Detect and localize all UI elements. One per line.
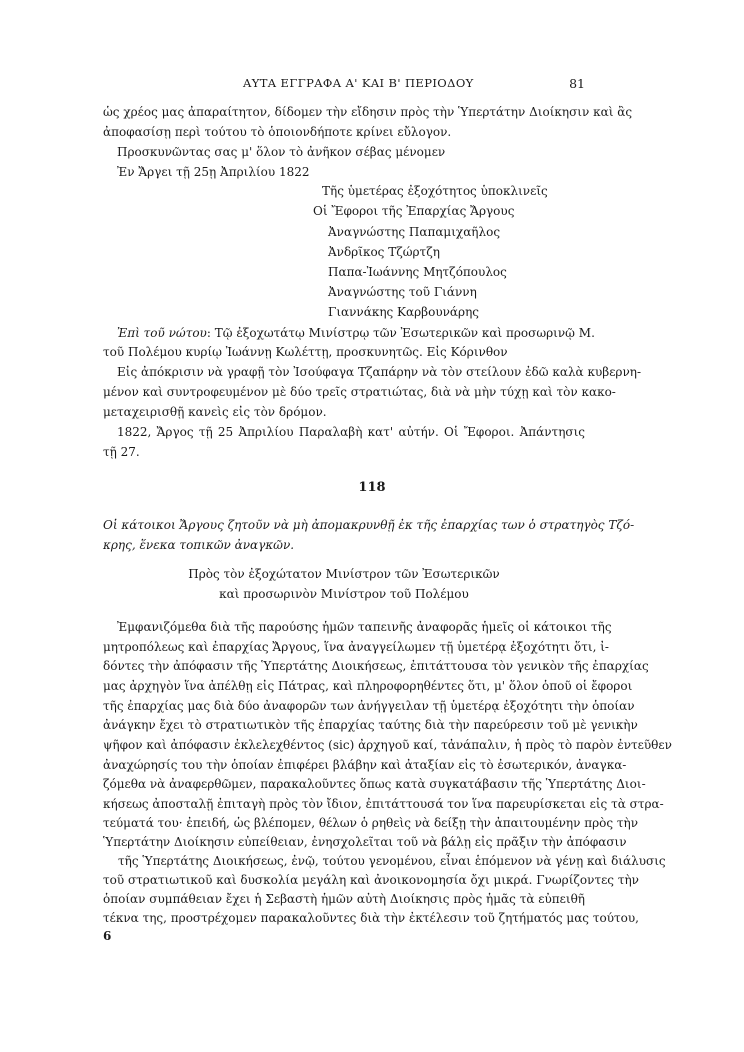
signature-folio: 6 — [103, 929, 112, 943]
body-line: τεύματά του· ἐπειδή, ὡς βλέπομεν, θέλων ὁ ρηθεὶς νὰ δείξῃ τὴν ἀπαιτουμένην πρὸς τὴν — [103, 816, 639, 830]
body-line: τοῦ στρατιωτικοῦ καὶ δυσκολία μεγάλη καὶ ἀνοικονομησία ὄχι μικρά. Γνωρίζοντες τὴν — [103, 873, 639, 887]
signature-name: Ἀναγνώστης Παπαμιχαῆλος — [328, 225, 501, 239]
body-line: τέκνα της, προστρέχομεν παρακαλοῦντες διὰ τὴν ἐκτέλεσιν τοῦ ζητήματός μας τούτου, — [103, 911, 639, 925]
body-line: ζόμεθα νὰ ἀναφερθῶμεν, παρακαλοῦντες ὅπως κατὰ συγκατάβασιν τῆς Ὑπερτάτης Διοι- — [103, 777, 646, 791]
summary-line: Οἱ κάτοικοι Ἄργους ζητοῦν νὰ μὴ ἀπομακρυνθῇ ἐκ τῆς ἐπαρχίας των ὁ στρατηγὸς Τζό- — [103, 518, 635, 532]
page-number: 81 — [569, 76, 585, 91]
body-line: τῆς Ὑπερτάτης Διοικήσεως, ἐνῷ, τούτου γενομένου, εἶναι ἑπόμενον νὰ γένῃ καὶ διάλυσις — [118, 854, 666, 868]
body-line: ἀνάγκην ἔχει τὸ στρατιωτικὸν τῆς ἐπαρχίας ταύτης διὰ τὴν παρεύρεσιν τοῦ μὲ γενικὴν — [103, 718, 638, 732]
signature-name: Γιαννάκης Καρβουνάρης — [328, 305, 479, 319]
running-header — [103, 76, 585, 96]
signature-line: Τῆς ὑμετέρας ἐξοχότητος ὑποκλινεῖς — [322, 184, 548, 198]
addressee-line: καὶ προσωρινὸν Μινίστρον τοῦ Πολέμου — [219, 587, 469, 601]
body-line: τῆς ἐπαρχίας μας διὰ δύο ἀναφορῶν των ἀνήγγειλαν τῇ ὑμετέρᾳ ἐξοχότητι τὴν ὁποίαν — [103, 699, 635, 713]
body-line: κήσεως ἀποσταλῇ ἐπιταγὴ πρὸς τὸν ἴδιον, ἐπιτάττουσά τον ἵνα παρευρίσκεται εἰς τὰ στρα- — [103, 797, 664, 811]
body-line: ψῆφον καὶ ἀπόφασιν ἐκλελεχθέντος (sic) ἀρχηγοῦ καί, τἀνάπαλιν, ἡ πρὸς τὸ παρὸν ἐντεῦθεν — [103, 738, 672, 752]
endorsement-line: τοῦ Πολέμου κυρίῳ Ἰωάννῃ Κωλέττῃ, προσκυνητῶς. Εἰς Κόρινθον — [103, 345, 508, 359]
text-line: ὡς χρέος μας ἀπαραίτητον, δίδομεν τὴν εἴδησιν πρὸς τὴν Ὑπερτάτην Διοίκησιν καὶ ἂς — [103, 105, 633, 119]
summary-line: κρης, ἕνεκα τοπικῶν ἀναγκῶν. — [103, 538, 295, 552]
body-line: Ἐμφανιζόμεθα διὰ τῆς παρούσης ἡμῶν ταπεινῆς ἀναφορᾶς ἡμεῖς οἱ κάτοικοι τῆς — [117, 620, 612, 634]
body-line: ὁποίαν συμπάθειαν ἔχει ἡ Σεβαστὴ ἡμῶν αὐτὴ Διοίκησις πρὸς ἡμᾶς τὰ εὐπειθῆ — [103, 892, 585, 906]
body-line: δόντες τὴν ἀπόφασιν τῆς Ὑπερτάτης Διοικήσεως, ἐπιτάττουσα τὸν γενικὸν τῆς ἐπαρχίας — [103, 659, 649, 673]
text-line: τῇ 27. — [103, 445, 140, 459]
text-line: 1822, Ἄργος τῇ 25 Ἀπριλίου Παραλαβὴ κατ' αὐτήν. Οἱ Ἔφοροι. Ἀπάντησις — [117, 425, 585, 439]
text-line: Προσκυνῶντας σας μ' ὅλον τὸ ἀνῆκον σέβας μένομεν — [117, 145, 446, 159]
text-line: μένον καὶ συντροφευμένον μὲ δύο τρεῖς στρατιώτας, διὰ νὰ μὴν τύχῃ καὶ τὸν κακο- — [103, 385, 616, 399]
body-line: μητροπόλεως καὶ ἐπαρχίας Ἄργους, ἵνα ἀναγγείλωμεν τῇ ὑμετέρᾳ ἐξοχότητι ὅτι, ἰ- — [103, 640, 609, 654]
running-title: ΑΥΤΑ ΕΓΓΡΑΦΑ Α' ΚΑΙ Β' ΠΕΡΙΟΔΟΥ — [243, 76, 474, 90]
signature-line: Οἱ Ἔφοροι τῆς Ἐπαρχίας Ἄργους — [313, 204, 515, 218]
endorsement-line — [117, 325, 595, 341]
text-line: μεταχειρισθῇ κανεὶς εἰς τὸν δρόμον. — [103, 405, 327, 419]
endorsement-text: : Τῷ ἐξοχωτάτῳ Μινίστρῳ τῶν Ἐσωτερικῶν καὶ προσωρινῷ Μ. — [206, 326, 595, 340]
endorsement-lead: Ἐπὶ τοῦ νώτου — [117, 326, 207, 340]
signature-name: Ἀνδρῖκος Τζώρτζη — [328, 245, 440, 259]
body-line: μας ἀρχηγὸν ἵνα ἀπέλθῃ εἰς Πάτρας, καὶ πληροφορηθέντες ὅτι, μ' ὅλον ὁποῦ οἱ ἔφοροι — [103, 679, 633, 693]
signature-name: Παπα-Ἰωάννης Μητζόπουλος — [328, 265, 507, 279]
signature-name: Ἀναγνώστης τοῦ Γιάννη — [328, 285, 477, 299]
text-line: Εἰς ἀπόκρισιν νὰ γραφῇ τὸν Ἰσούφαγα Τζαπάρην νὰ τὸν στείλουν ἐδῶ καλὰ κυβερνη- — [117, 365, 642, 379]
text-line: ἀποφασίσῃ περὶ τούτου τὸ ὁποιονδήποτε κρίνει εὔλογον. — [103, 125, 452, 139]
date-line: Ἐν Ἄργει τῇ 25ῃ Ἀπριλίου 1822 — [117, 165, 310, 179]
body-line: Ὑπερτάτην Διοίκησιν εὐπείθειαν, ἐνησχολεῖται τοῦ νὰ βάλῃ εἰς πρᾶξιν τὴν ἀπόφασιν — [103, 835, 627, 849]
addressee-line: Πρὸς τὸν ἐξοχώτατον Μινίστρον τῶν Ἐσωτερικῶν — [188, 567, 500, 581]
body-line: ἀναχώρησίς του τὴν ὁποίαν ἐπιφέρει βλάβην καὶ ἀταξίαν εἰς τὸ ἐσωτερικόν, ἀναγκα- — [103, 758, 627, 772]
document-number: 118 — [358, 480, 386, 495]
